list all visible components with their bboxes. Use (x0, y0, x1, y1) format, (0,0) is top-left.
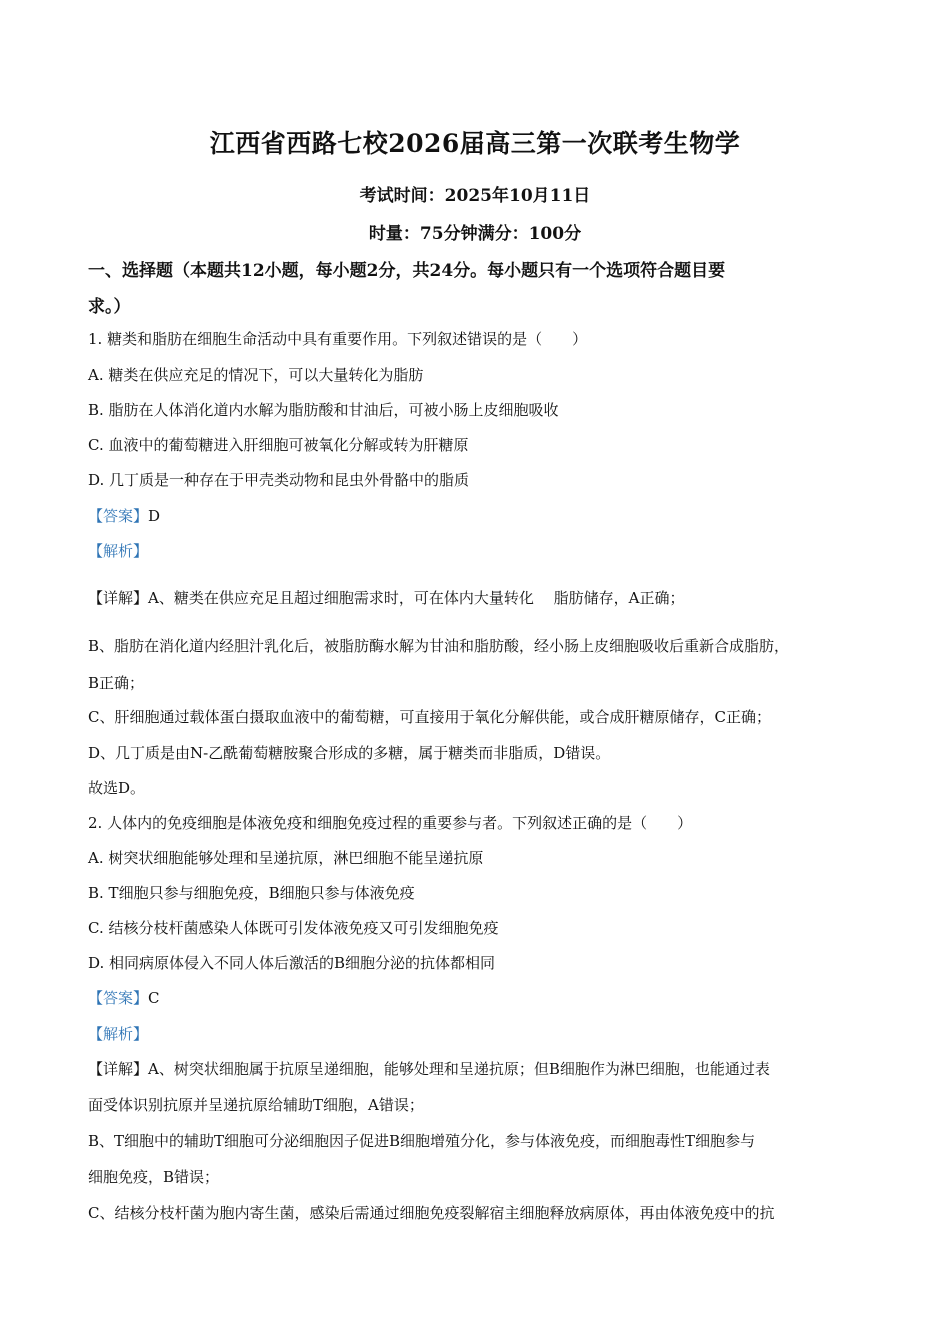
question-2-detail-line-4: 细胞免疫，B错误； (88, 1168, 220, 1186)
question-1-option-a: A. 糖类在供应充足的情况下，可以大量转化为脂肪 (88, 366, 424, 384)
question-2-analysis-tag: 【解析】 (88, 1025, 149, 1043)
question-2-option-b: B. T细胞只参与细胞免疫，B细胞只参与体液免疫 (88, 884, 415, 902)
answer-value: D (148, 507, 161, 525)
document-title: 江西省西路七校2026届高三第一次联考生物学 (209, 129, 741, 158)
question-1-option-d: D. 几丁质是一种存在于甲壳类动物和昆虫外骨骼中的脂质 (88, 471, 470, 489)
detail-text: A、树突状细胞属于抗原呈递细胞，能够处理和呈递抗原；但B细胞作为淋巴细胞，也能通过表 (148, 1060, 770, 1078)
question-1-detail-line-3: B正确； (88, 674, 145, 692)
exam-time: 考试时间：2025年10月11日 (359, 186, 591, 206)
detail-tag: 【详解】 (88, 589, 149, 607)
question-2-detail-line-5: C、结核分枝杆菌为胞内寄生菌，感染后需通过细胞免疫裂解宿主细胞释放病原体，再由体液免疫中的抗 (88, 1204, 775, 1222)
question-2-option-c: C. 结核分枝杆菌感染人体既可引发体液免疫又可引发细胞免疫 (88, 919, 499, 937)
question-1-stem: 1. 糖类和脂肪在细胞生命活动中具有重要作用。下列叙述错误的是（ ） (88, 330, 588, 348)
question-1-detail-line-4: C、肝细胞通过载体蛋白摄取血液中的葡萄糖，可直接用于氧化分解供能，或合成肝糖原储存，C正确； (88, 708, 771, 726)
section-heading-line-1: 一、选择题（本题共12小题，每小题2分，共24分。每小题只有一个选项符合题目要 (88, 261, 726, 281)
question-1-conclusion: 故选D。 (88, 779, 146, 797)
section-heading-line-2: 求。） (88, 297, 131, 317)
detail-text: A、糖类在供应充足且超过细胞需求时，可在体内大量转化 脂肪储存，A正确； (148, 589, 685, 607)
answer-tag: 【答案】 (88, 989, 149, 1007)
question-2-option-d: D. 相同病原体侵入不同人体后激活的B细胞分泌的抗体都相同 (88, 954, 496, 972)
question-1-detail-line-1 (88, 588, 684, 608)
question-2-stem: 2. 人体内的免疫细胞是体液免疫和细胞免疫过程的重要参与者。下列叙述正确的是（ ） (88, 814, 693, 832)
question-1-detail-line-5: D、几丁质是由N-乙酰葡萄糖胺聚合形成的多糖，属于糖类而非脂质，D错误。 (88, 744, 611, 762)
question-2-answer (88, 988, 160, 1008)
question-1-detail-line-2: B、脂肪在消化道内经胆汁乳化后，被脂肪酶水解为甘油和脂肪酸，经小肠上皮细胞吸收后重新合成脂肪， (88, 637, 790, 655)
question-1-option-b: B. 脂肪在人体消化道内水解为脂肪酸和甘油后，可被小肠上皮细胞吸收 (88, 401, 559, 419)
exam-duration: 时量：75分钟满分：100分 (368, 224, 582, 244)
question-1-answer (88, 506, 160, 526)
question-2-detail-line-2: 面受体识别抗原并呈递抗原给辅助T细胞，A错误； (88, 1096, 424, 1114)
question-2-detail-line-1 (88, 1059, 770, 1079)
detail-tag: 【详解】 (88, 1060, 149, 1078)
question-2-detail-line-3: B、T细胞中的辅助T细胞可分泌细胞因子促进B细胞增殖分化，参与体液免疫，而细胞毒性T细胞参与 (88, 1132, 756, 1150)
question-2-option-a: A. 树突状细胞能够处理和呈递抗原，淋巴细胞不能呈递抗原 (88, 849, 484, 867)
answer-value: C (148, 989, 160, 1007)
answer-tag: 【答案】 (88, 507, 149, 525)
question-1-analysis-tag: 【解析】 (88, 542, 149, 560)
question-1-option-c: C. 血液中的葡萄糖进入肝细胞可被氧化分解或转为肝糖原 (88, 436, 469, 454)
